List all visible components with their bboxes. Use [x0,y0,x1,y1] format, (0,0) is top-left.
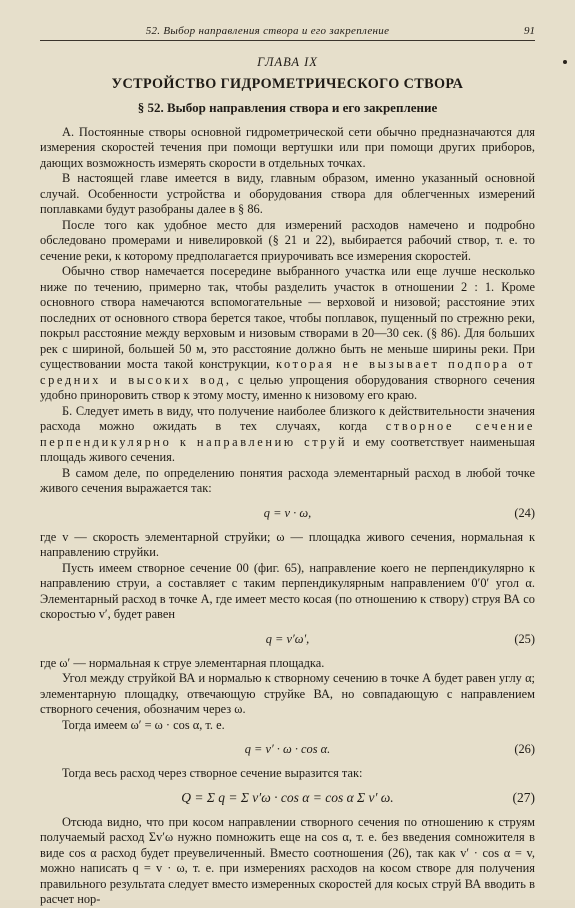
formula-26-number: (26) [514,742,535,756]
paragraph-4-part-a: Обычно створ намечается посередине выбранного участка или еще лучше несколько ниже по течению, примерно так, чтобы разделить участок в отношении 2 : 1. Кроме основного створа намечаются вспомогательные — верховой и низовой; расстояние этих последних от основного створа берется такое, чтобы поплавок, пущенный по стрежню реки, покрыл расстояние между верховым и низовым створами в 20—30 сек. (§ 86). Для больших рек с шириной, большей 50 м, это расстояние должно быть не меньше ширины реки. При существовании моста такой конструкции, [40,264,535,371]
formula-25-number: (25) [514,631,535,646]
formula-26-expression: q = v′ · ω · cos α. [244,742,331,756]
paragraph-5-part-c: и ему соответствует наименьшая площадь живого сечения. [40,434,535,464]
paragraph-12: Тогда весь расход через створное сечение выразится так: [62,766,363,780]
paragraph-2: В настоящей главе имеется в виду, главным образом, именно указанный основной случай. Особенности устройства и оборудования створа для облегченных измерений поплавками будут разобраны далее в § 86. [40,171,535,216]
formula-24-expression: q = v · ω, [263,505,312,520]
formula-25-expression: q = v′ω′, [265,631,310,646]
paragraph-1: А. Постоянные створы основной гидрометрической сети обычно предназначаются для измерения скоростей течения при помощи вертушки или при помощи других приборов, дающих возможность измерять скорости в отдельных точках. [40,124,535,170]
chapter-title: УСТРОЙСТВО ГИДРОМЕТРИЧЕСКОГО СТВОРА [111,75,464,92]
page-number: 91 [524,25,535,37]
paragraph-7: где v — скорость элементарной струйки; ω — площадка живого сечения, нормальная к направлению струйки. [40,529,535,559]
formula-25 [40,631,535,647]
formula-27-expression: Q = Σ q = Σ v′ω · cos α = cos α Σ v′ ω. [181,789,394,805]
formula-27-number: (27) [512,789,535,805]
ink-speck [563,60,567,64]
formula-24-number: (24) [514,505,535,520]
paragraph-5-spaced: створное сечение перпендикулярно к направлению струй [40,419,535,449]
section-title: § 52. Выбор направления створа и его закрепление [137,100,438,115]
running-header [40,24,535,41]
chapter-label: ГЛАВА IX [257,55,318,69]
paragraph-4-part-c: с целью упрощения оборудования створного сечения удобно приноровить створ к этому мосту, именно к низовому его краю. [40,372,535,402]
paragraph-4-spaced: которая не вызывает подпора от средних и высоких вод, [40,357,535,387]
paragraph-5 [40,404,535,466]
formula-27 [40,790,535,806]
paragraph-6: В самом деле, по определению понятия расхода элементарный расход в любой точке живого сечения выражается так: [40,465,535,495]
formula-26 [40,741,535,757]
paragraph-11: Тогда имеем ω′ = ω · cos α, т. е. [62,717,225,732]
paragraph-9: где ω′ — нормальная к струе элементарная площадка. [40,655,325,670]
paragraph-13: Отсюда видно, что при косом направлении створного сечения по отношению к струям получаемый расход Σv′ω нужно помножить еще на cos α, т. е. без введения сомножителя в виде cos α расход будет преувеличенный. Вместо соотношения (26), так как v′ · cos α = v, можно написать q = v · ω, т. е. при измерениях расходов на косом створе для получения правильного результата следует вместо измеренных скоростей для косых струй ВА вводить в расчет нор- [40,814,535,906]
running-header-title: 52. Выбор направления створа и его закрепление [145,25,390,37]
paragraph-4 [40,264,535,404]
paragraph-5-part-a: Б. Следует иметь в виду, что получение наиболее близкого к действительности значения расхода можно ожидать в тех случаях, когда [40,403,535,433]
paragraph-8: Пусть имеем створное сечение 00 (фиг. 65), направление коего не перпендикулярно к направлению струи, а составляет с таким перпендикулярным направлением 0′0′ угол α. Элементарный расход в точке А, где имеет место косая (по отношению к створу) струя ВА со скоростью v′, будет равен [40,560,535,621]
paragraph-3: После того как удобное место для измерений расходов намечено и подробно обследовано промерами и нивелировкой (§ 21 и 22), выбирается рабочий створ, т. е. то сечение реки, к которому предполагается приурочивать все измерения скоростей. [40,217,535,263]
paragraph-10: Угол между струйкой ВА и нормалью к створному сечению в точке А будет равен углу α; элементарную площадку, отвечающую струйке ВА, но совпадающую с направлением створного сечения, обозначим через ω. [40,671,535,716]
formula-24 [40,505,535,521]
